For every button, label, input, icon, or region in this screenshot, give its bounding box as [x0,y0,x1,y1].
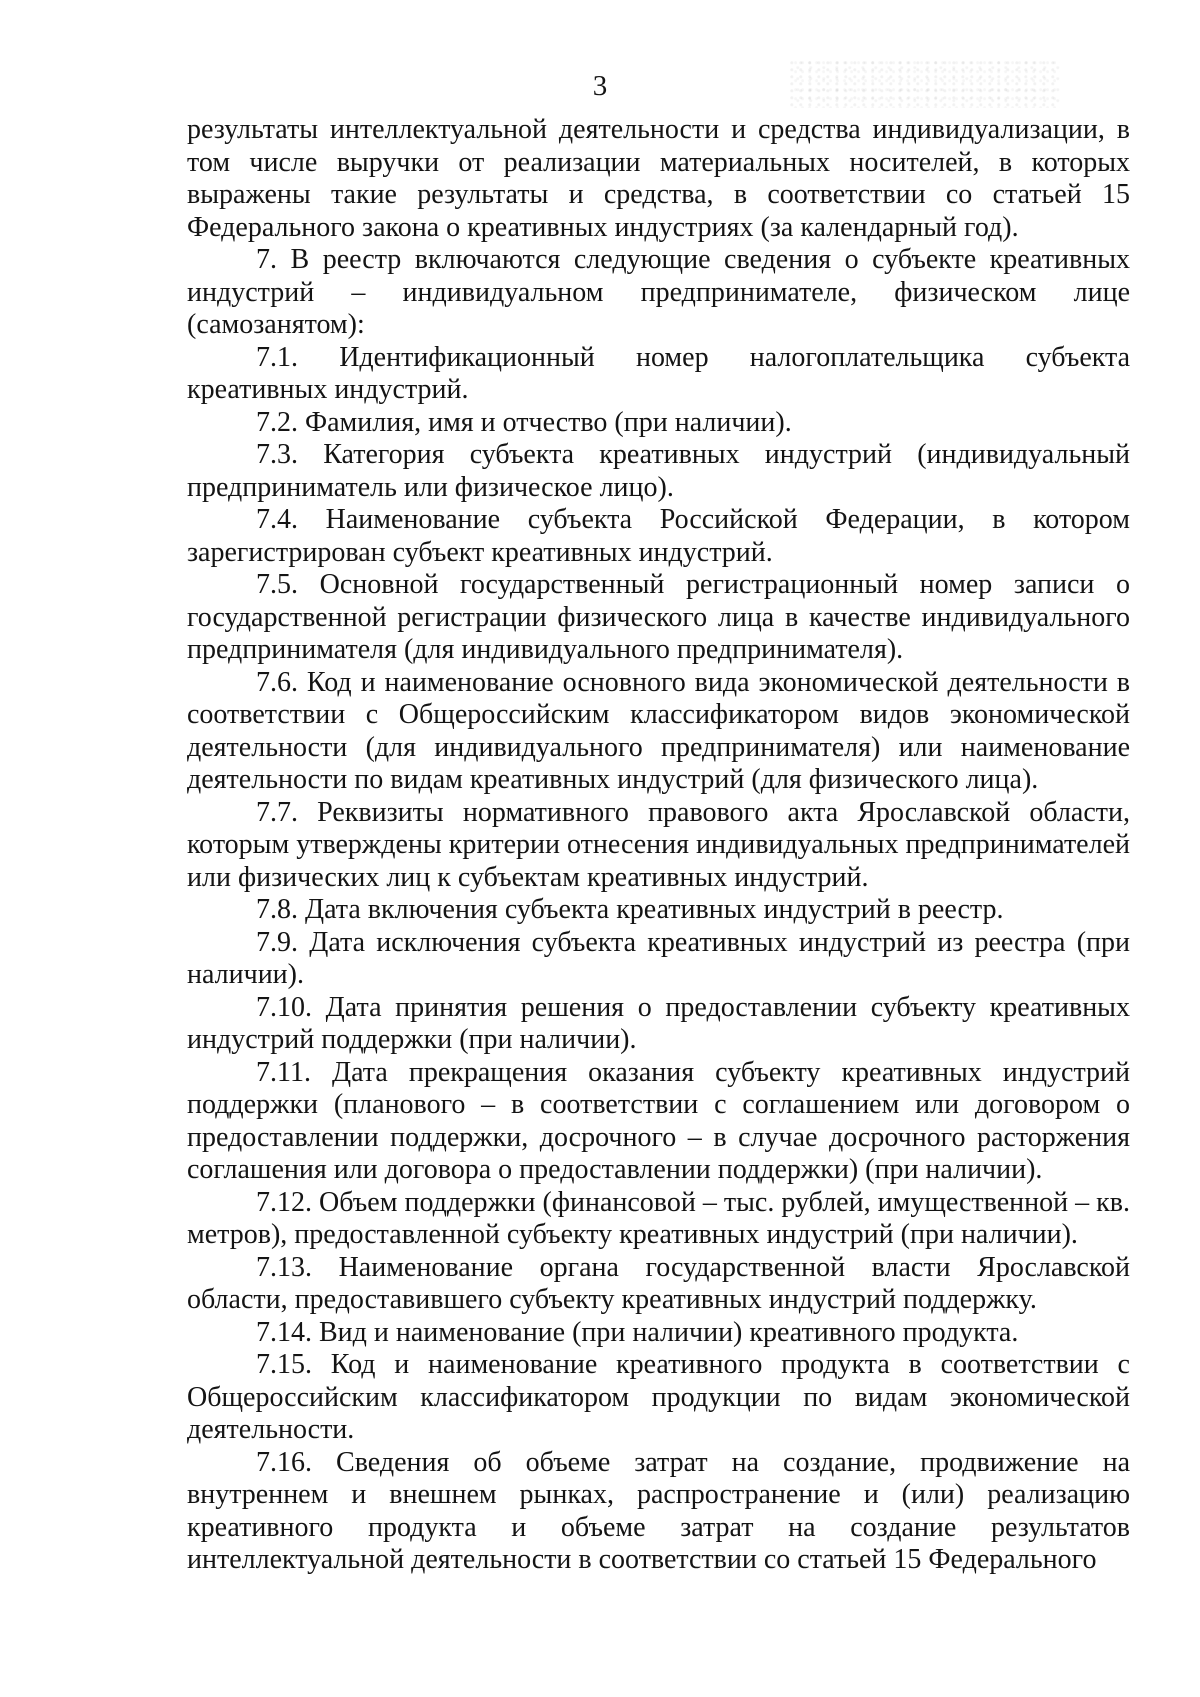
paragraph-item-7-7: 7.7. Реквизиты нормативного правового акта Ярославской области, которым утверждены критерии отнесения индивидуальных предпринимателей или физических лиц к субъектам креативных индустрий. [187,796,1130,893]
paragraph-item-7: 7. В реестр включаются следующие сведения о субъекте креативных индустрий – индивидуальном предпринимателе, физическом лице (самозанятом): [187,244,1130,340]
paragraph-item-7-6: 7.6. Код и наименование основного вида экономической деятельности в соответствии с Общероссийским классификатором видов экономической деятельности (для индивидуального предпринимателя) или наименование деятельности по видам креативных индустрий (для физического лица). [187,666,1130,795]
paragraph-item-7-5: 7.5. Основной государственный регистрационный номер записи о государственной регистрации физического лица в качестве индивидуального предпринимателя (для индивидуального предпринимателя). [187,569,1130,665]
paragraph-item-7-15: 7.15. Код и наименование креативного продукта в соответствии с Общероссийским классификатором продукции по видам экономической деятельности. [187,1349,1130,1445]
paragraph-item-7-16: 7.16. Сведения об объеме затрат на создание, продвижение на внутреннем и внешнем рынках, распространение и (или) реализацию креативного продукта и объеме затрат на создание результатов интеллектуальной деятельности в соответствии со статьей 15 Федерального [187,1446,1130,1575]
paragraph-item-7-13: 7.13. Наименование органа государственной власти Ярославской области, предоставившего субъекту креативных индустрий поддержку. [187,1251,1130,1315]
paragraph-item-7-11: 7.11. Дата прекращения оказания субъекту креативных индустрий поддержки (планового – в соответствии с соглашением или договором о предоставлении поддержки, досрочного – в случае досрочного расторжения соглашения или договора о предоставлении поддержки) (при наличии). [187,1056,1130,1185]
page-number: 3 [592,70,608,102]
paragraph-continuation: результаты интеллектуальной деятельности и средства индивидуализации, в том числе выручки от реализации материальных носителей, в которых выражены такие результаты и средства, в соответствии со статьей 15 Федерального закона о креативных индустриях (за календарный год). [187,114,1130,243]
paragraph-item-7-8: 7.8. Дата включения субъекта креативных индустрий в реестр. [256,894,1004,925]
paragraph-item-7-3: 7.3. Категория субъекта креативных индустрий (индивидуальный предприниматель или физическое лицо). [187,439,1130,503]
paragraph-item-7-10: 7.10. Дата принятия решения о предоставлении субъекту креативных индустрий поддержки (при наличии). [187,991,1130,1055]
document-body [187,114,1130,1577]
paragraph-item-7-9: 7.9. Дата исключения субъекта креативных индустрий из реестра (при наличии). [187,926,1130,990]
paragraph-item-7-1: 7.1. Идентификационный номер налогоплательщика субъекта креативных индустрий. [187,341,1130,405]
paragraph-item-7-14: 7.14. Вид и наименование (при наличии) креативного продукта. [256,1316,1019,1348]
paragraph-item-7-4: 7.4. Наименование субъекта Российской Федерации, в котором зарегистрирован субъект креативных индустрий. [187,504,1130,568]
paragraph-item-7-12: 7.12. Объем поддержки (финансовой – тыс. рублей, имущественной – кв. метров), предоставленной субъекту креативных индустрий (при наличии). [187,1186,1130,1250]
paragraph-item-7-2: 7.2. Фамилия, имя и отчество (при наличии). [256,406,792,438]
